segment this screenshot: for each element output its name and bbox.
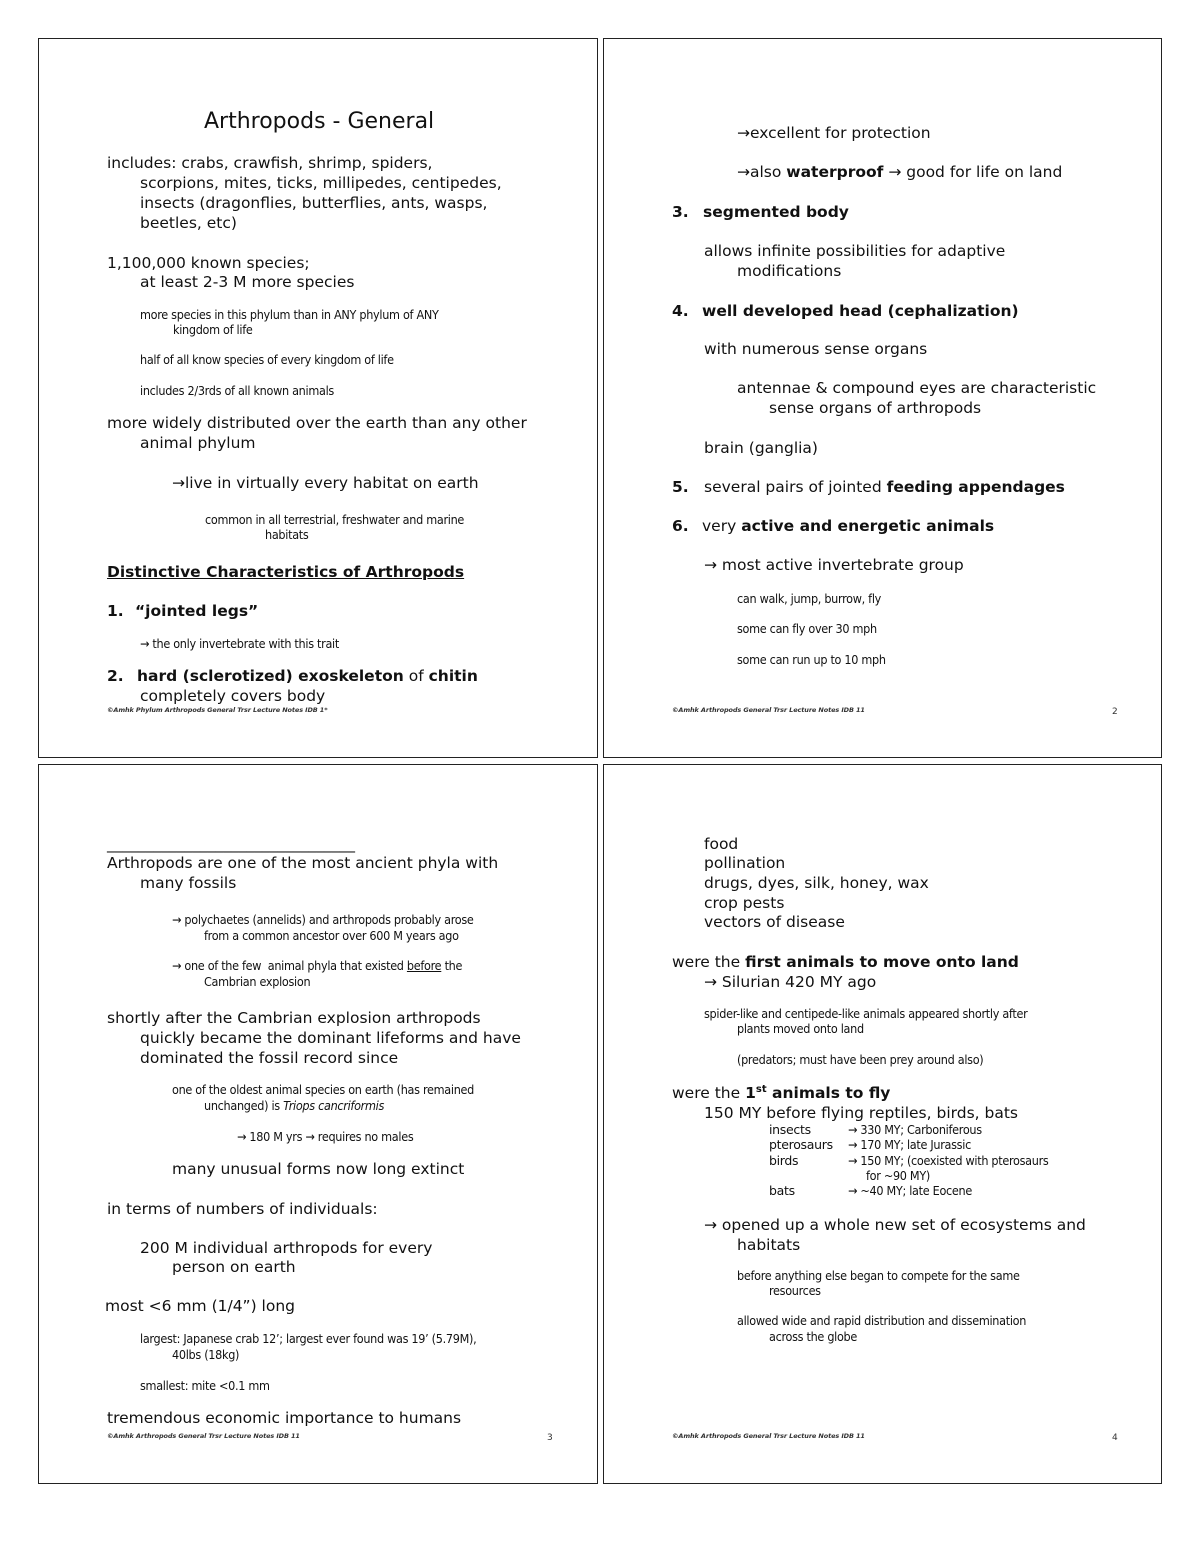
text: →also xyxy=(737,163,787,181)
text-line: Arthropods are one of the most ancient phyla with xyxy=(107,854,499,872)
note-line: includes 2/3rds of all known animals xyxy=(140,383,334,398)
note-line: allowed wide and rapid distribution and dissemination xyxy=(737,1313,1027,1328)
note-line: (predators; must have been prey around also) xyxy=(737,1052,984,1067)
species-line: 1,100,000 known species; xyxy=(107,254,310,272)
slide-2 xyxy=(603,38,1162,758)
characteristic: segmented body xyxy=(703,203,849,221)
list-number: 2. xyxy=(107,667,124,685)
text-line: many fossils xyxy=(140,874,237,892)
note-line: more species in this phylum than in ANY phylum of ANY xyxy=(140,307,439,322)
species-line: at least 2-3 M more species xyxy=(140,273,355,291)
includes-line: insects (dragonflies, butterflies, ants, wasps, xyxy=(140,194,488,212)
footer: ©Amhk Phylum Arthropods General Trsr Lecture Notes IDB 1* xyxy=(107,706,328,714)
text-line: allows infinite possibilities for adaptive xyxy=(704,242,1006,260)
text-line: →excellent for protection xyxy=(737,124,931,142)
text-line: food xyxy=(704,835,739,853)
text-line: → most active invertebrate group xyxy=(704,556,964,574)
text-line: person on earth xyxy=(172,1258,296,1276)
slide-1 xyxy=(38,38,598,758)
slide-3 xyxy=(38,764,598,1484)
footer: ©Amhk Arthropods General Trsr Lecture Notes IDB 11 xyxy=(672,706,865,714)
note-line: common in all terrestrial, freshwater and marine xyxy=(205,512,465,527)
note-line: → polychaetes (annelids) and arthropods probably arose xyxy=(172,912,474,927)
characteristic: well developed head (cephalization) xyxy=(702,302,1019,320)
page-number: 2 xyxy=(1112,707,1118,717)
text-line xyxy=(672,1084,890,1102)
bold-text: animals to fly xyxy=(766,1084,891,1102)
note-line: across the globe xyxy=(769,1329,858,1344)
text-line: → Silurian 420 MY ago xyxy=(704,973,877,991)
text-line: 200 M individual arthropods for every xyxy=(140,1239,433,1257)
list-number: 1. xyxy=(107,602,124,620)
note-line: half of all know species of every kingdom of life xyxy=(140,352,394,367)
timeline-label: insects xyxy=(769,1122,811,1137)
note-line: spider-like and centipede-like animals appeared shortly after xyxy=(704,1006,1028,1021)
bold-text: 1 xyxy=(745,1084,756,1102)
text: were the xyxy=(672,953,746,971)
includes-line: includes: crabs, crawfish, shrimp, spiders, xyxy=(107,154,433,172)
text-line: → opened up a whole new set of ecosystems and xyxy=(704,1216,1086,1234)
list-number: 3. xyxy=(672,203,689,221)
distribution-line: animal phylum xyxy=(140,434,256,452)
note-line: kingdom of life xyxy=(173,322,253,337)
timeline-label: bats xyxy=(769,1183,795,1198)
bold-text: first animals to move onto land xyxy=(745,953,1019,971)
list-number: 5. xyxy=(672,478,689,496)
bold-text: hard (sclerotized) exoskeleton xyxy=(137,667,404,685)
text-line: vectors of disease xyxy=(704,913,845,931)
note-line: one of the oldest animal species on earth (has remained xyxy=(172,1082,474,1097)
text-line: shortly after the Cambrian explosion arthropods xyxy=(107,1009,481,1027)
bold-text: chitin xyxy=(428,667,478,685)
underlined-text: before xyxy=(406,958,442,973)
distribution-line: more widely distributed over the earth than any other xyxy=(107,414,527,432)
footer: ©Amhk Arthropods General Trsr Lecture Notes IDB 11 xyxy=(107,1432,300,1440)
text-line: tremendous economic importance to humans xyxy=(107,1409,462,1427)
text: → good for life on land xyxy=(883,163,1063,181)
note-line: plants moved onto land xyxy=(737,1021,864,1036)
includes-line: scorpions, mites, ticks, millipedes, centipedes, xyxy=(140,174,502,192)
characteristic-detail: completely covers body xyxy=(140,687,326,705)
text: unchanged) is xyxy=(204,1098,284,1113)
note-line xyxy=(204,1098,384,1113)
characteristic xyxy=(702,517,994,535)
note-line xyxy=(172,958,462,973)
note-line: resources xyxy=(769,1283,821,1298)
timeline-label: birds xyxy=(769,1153,799,1168)
text: of xyxy=(403,667,429,685)
text-line: quickly became the dominant lifeforms and have xyxy=(140,1029,521,1047)
text-line xyxy=(672,953,1019,971)
footer: ©Amhk Arthropods General Trsr Lecture Notes IDB 11 xyxy=(672,1432,865,1440)
text: the xyxy=(441,958,463,973)
text-line: habitats xyxy=(737,1236,801,1254)
timeline-label: pterosaurs xyxy=(769,1137,833,1152)
habitat-line: →live in virtually every habitat on earth xyxy=(172,474,479,492)
superscript: st xyxy=(755,1083,767,1095)
text: several pairs of jointed xyxy=(704,478,887,496)
characteristic: “jointed legs” xyxy=(135,602,259,620)
text-line: 150 MY before flying reptiles, birds, bats xyxy=(704,1104,1018,1122)
slide-4 xyxy=(603,764,1162,1484)
note-line: 40lbs (18kg) xyxy=(172,1347,240,1362)
page-number: 4 xyxy=(1112,1433,1118,1443)
note-line: can walk, jump, burrow, fly xyxy=(737,591,881,606)
text-line: modifications xyxy=(737,262,842,280)
text-line: with numerous sense organs xyxy=(704,340,928,358)
text-line: most <6 mm (1/4”) long xyxy=(105,1297,296,1315)
timeline-value: → 150 MY; (coexisted with pterosaurs xyxy=(848,1153,1049,1168)
species-name: Triops cancriformis xyxy=(283,1098,385,1113)
characteristic xyxy=(704,478,1065,496)
text-line: drugs, dyes, silk, honey, wax xyxy=(704,874,929,892)
bold-text: active and energetic animals xyxy=(741,517,995,535)
divider-rule: ________________________________ xyxy=(107,835,355,853)
section-heading: Distinctive Characteristics of Arthropods xyxy=(107,563,465,581)
text-line: sense organs of arthropods xyxy=(769,399,982,417)
text-line: antennae & compound eyes are characteristic xyxy=(737,379,1097,397)
note-line: smallest: mite <0.1 mm xyxy=(140,1378,270,1393)
note-line: Cambrian explosion xyxy=(204,974,311,989)
text: very xyxy=(702,517,742,535)
page-title: Arthropods - General xyxy=(204,109,435,134)
text-line: many unusual forms now long extinct xyxy=(172,1160,465,1178)
text-line xyxy=(737,163,1062,181)
bold-text: feeding appendages xyxy=(886,478,1065,496)
text-line: crop pests xyxy=(704,894,785,912)
list-number: 4. xyxy=(672,302,689,320)
note-line: largest: Japanese crab 12’; largest ever found was 19’ (5.79M), xyxy=(140,1331,477,1346)
page-number: 3 xyxy=(547,1433,553,1443)
text-line: dominated the fossil record since xyxy=(140,1049,399,1067)
bold-text: waterproof xyxy=(786,163,884,181)
note-line: habitats xyxy=(265,527,309,542)
note-line: → the only invertebrate with this trait xyxy=(140,636,339,651)
text-line: brain (ganglia) xyxy=(704,439,818,457)
text-line: pollination xyxy=(704,854,786,872)
note-line: from a common ancestor over 600 M years ago xyxy=(204,928,459,943)
text-line: in terms of numbers of individuals: xyxy=(107,1200,378,1218)
text: were the xyxy=(672,1084,746,1102)
note-line: before anything else began to compete for the same xyxy=(737,1268,1020,1283)
timeline-value: → ~40 MY; late Eocene xyxy=(848,1183,972,1198)
characteristic xyxy=(137,667,478,685)
note-line: some can fly over 30 mph xyxy=(737,621,877,636)
timeline-value: → 330 MY; Carboniferous xyxy=(848,1122,982,1137)
timeline-value: → 170 MY; late Jurassic xyxy=(848,1137,971,1152)
includes-line: beetles, etc) xyxy=(140,214,237,232)
timeline-value: for ~90 MY) xyxy=(866,1168,930,1183)
note-line: → 180 M yrs → requires no males xyxy=(237,1129,414,1144)
list-number: 6. xyxy=(672,517,689,535)
note-line: some can run up to 10 mph xyxy=(737,652,886,667)
text: → one of the few animal phyla that existed xyxy=(172,958,407,973)
